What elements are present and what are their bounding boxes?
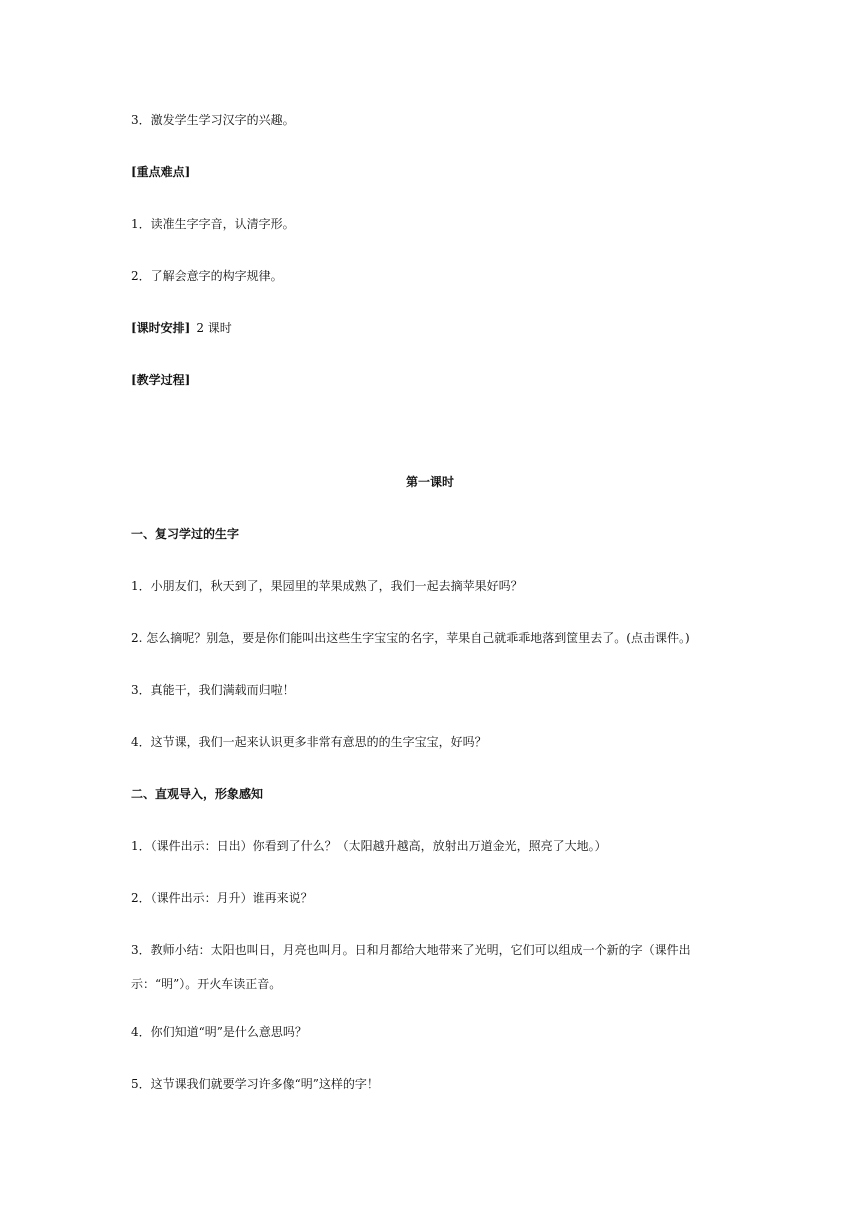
- section-2-item-2: 2．（课件出示：月升）谁再来说？: [131, 891, 313, 905]
- schedule-value: 2 课时: [196, 321, 232, 335]
- section-2-item-4: 4．你们知道“明”是什么意思吗？: [131, 1025, 307, 1039]
- section-2-item-1: 1．（课件出示：日出）你看到了什么？（太阳越升越高，放射出万道金光，照亮了大地。）: [131, 839, 607, 853]
- heading-key-points: [重点难点]: [131, 165, 191, 179]
- section-1-heading: 一、复习学过的生字: [131, 527, 240, 541]
- section-1-item-4: 4．这节课，我们一起来认识更多非常有意思的的生字宝宝，好吗？: [131, 735, 487, 749]
- section-2-item-3-line-1: 3．教师小结：太阳也叫日，月亮也叫月。日和月都给大地带来了光明，它们可以组成一个新的字（课件出: [131, 943, 691, 957]
- section-1-item-1: 1．小朋友们，秋天到了，果园里的苹果成熟了，我们一起去摘苹果好吗？: [131, 579, 523, 593]
- objective-3: 3．激发学生学习汉字的兴趣。: [131, 113, 295, 127]
- section-2-item-3-line-2: 示：“明”）。开火车读正音。: [131, 977, 282, 991]
- heading-process: [教学过程]: [131, 373, 191, 387]
- section-1-item-3: 3．真能干，我们满载而归啦！: [131, 683, 295, 697]
- heading-schedule: [课时安排]: [131, 321, 191, 335]
- section-2-item-5: 5．这节课我们就要学习许多像“明”这样的字！: [131, 1077, 379, 1091]
- lesson-title: 第一课时: [405, 475, 454, 489]
- key-point-1: 1．读准生字字音，认清字形。: [131, 217, 295, 231]
- section-1-item-2: 2. 怎么摘呢？别急，要是你们能叫出这些生字宝宝的名字，苹果自己就乖乖地落到筐里去了。(点击课件。): [131, 631, 690, 645]
- section-2-heading: 二、直观导入，形象感知: [131, 787, 264, 801]
- schedule-line: [131, 320, 741, 336]
- key-point-2: 2．了解会意字的构字规律。: [131, 269, 283, 283]
